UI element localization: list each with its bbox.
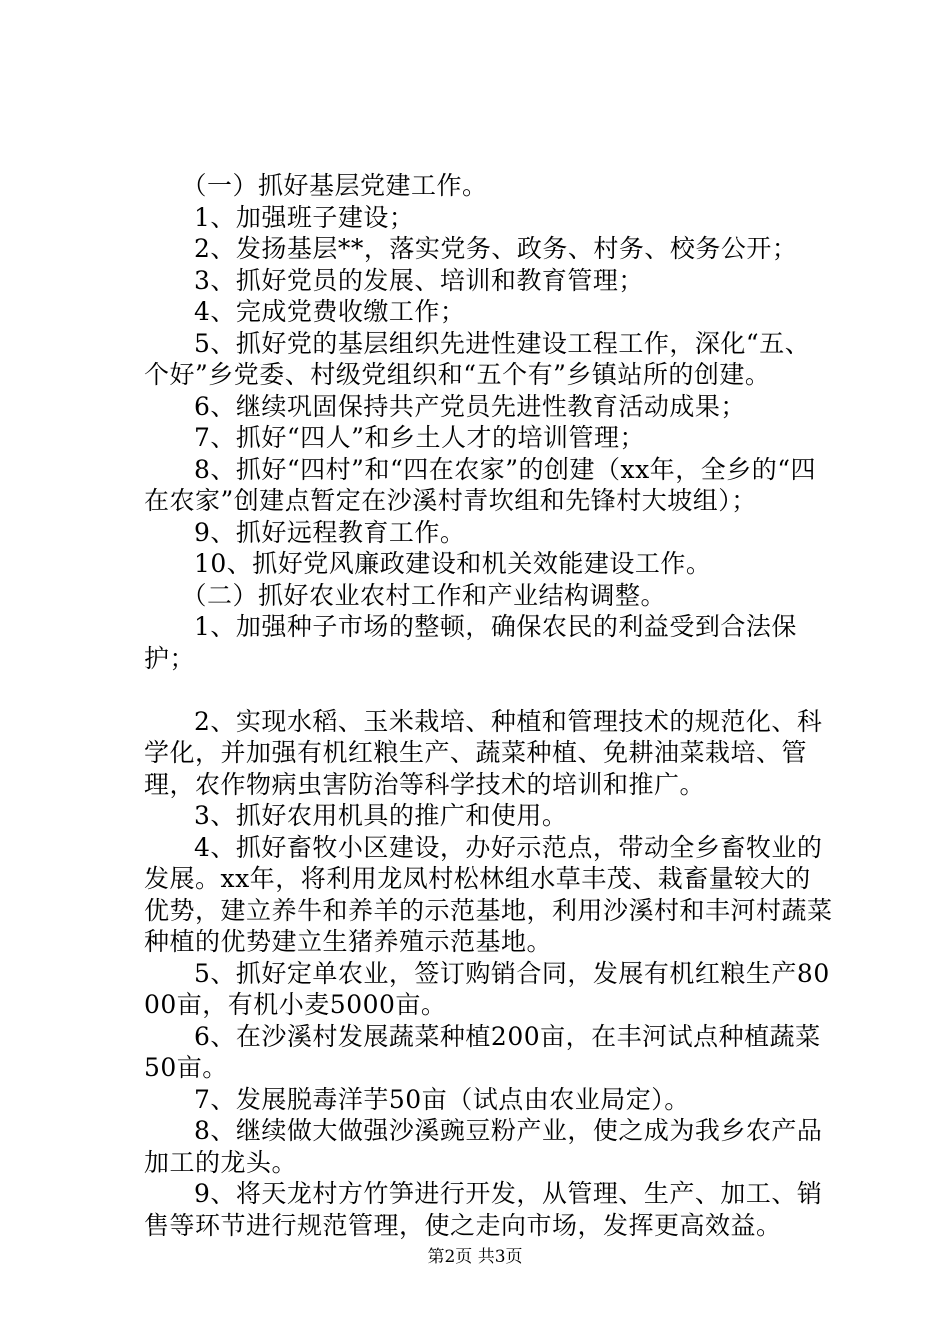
list-item: 9、抓好远程教育工作。 [194, 517, 466, 547]
list-item: 7、抓好“四人”和乡土人才的培训管理； [194, 423, 645, 452]
list-item: 1、加强种子市场的整顿，确保农民的利益受到合法保护； [144, 612, 797, 673]
list-item: 6、在沙溪村发展蔬菜种植200亩，在丰河试点种植蔬菜50亩。 [144, 1021, 821, 1082]
list-item: 9、将天龙村方竹笋进行开发，从管理、生产、加工、销售等环节进行规范管理，使之走向市场，发挥更高效益。 [144, 1179, 823, 1240]
list-item: 7、发展脱毒洋芋50亩（试点由农业局定）。 [194, 1084, 690, 1114]
section-heading-2: （二）抓好农业农村工作和产业结构调整。 [181, 580, 667, 610]
list-item: 5、抓好定单农业，签订购销合同，发展有机红粮生产8000亩，有机小麦5000亩。 [144, 958, 830, 1019]
list-item: 4、抓好畜牧小区建设，办好示范点，带动全乡畜牧业的发展。xx年，将利用龙凤村松林组水草丰茂、栽畜量较大的优势，建立养牛和养羊的示范基地，利用沙溪村和丰河村蔬菜种植的优势建立生猪养殖示范基地。 [144, 832, 833, 956]
document-body [144, 170, 834, 1241]
list-item: 8、抓好“四村”和“四在农家”的创建（xx年，全乡的“四在农家”创建点暂定在沙溪村青坎组和先锋村大坡组）； [144, 454, 817, 515]
list-item: 3、抓好党员的发展、培训和教育管理； [194, 265, 644, 295]
list-item: 3、抓好农用机具的推广和使用。 [194, 801, 568, 830]
section-heading-1: （一）抓好基层党建工作。 [181, 171, 488, 200]
list-item: 2、发扬基层**，落实党务、政务、村务、校务公开； [194, 234, 798, 263]
list-item: 4、完成党费收缴工作； [194, 297, 466, 326]
page-footer: 第2页 共3页 [427, 1247, 523, 1267]
list-item: 5、抓好党的基层组织先进性建设工程工作，深化“五、个好”乡党委、村级党组织和“五个有”乡镇站所的创建。 [144, 328, 811, 389]
list-item: 8、继续做大做强沙溪豌豆粉产业，使之成为我乡农产品加工的龙头。 [144, 1116, 823, 1177]
list-item: 2、实现水稻、玉米栽培、种植和管理技术的规范化、科学化，并加强有机红粮生产、蔬菜种植、免耕油菜栽培、管理，农作物病虫害防治等科学技术的培训和推广。 [144, 706, 823, 799]
list-item: 1、加强班子建设； [194, 202, 415, 232]
list-item: 10、抓好党风廉政建设和机关效能建设工作。 [194, 549, 712, 578]
list-item: 6、继续巩固保持共产党员先进性教育活动成果； [194, 391, 746, 421]
